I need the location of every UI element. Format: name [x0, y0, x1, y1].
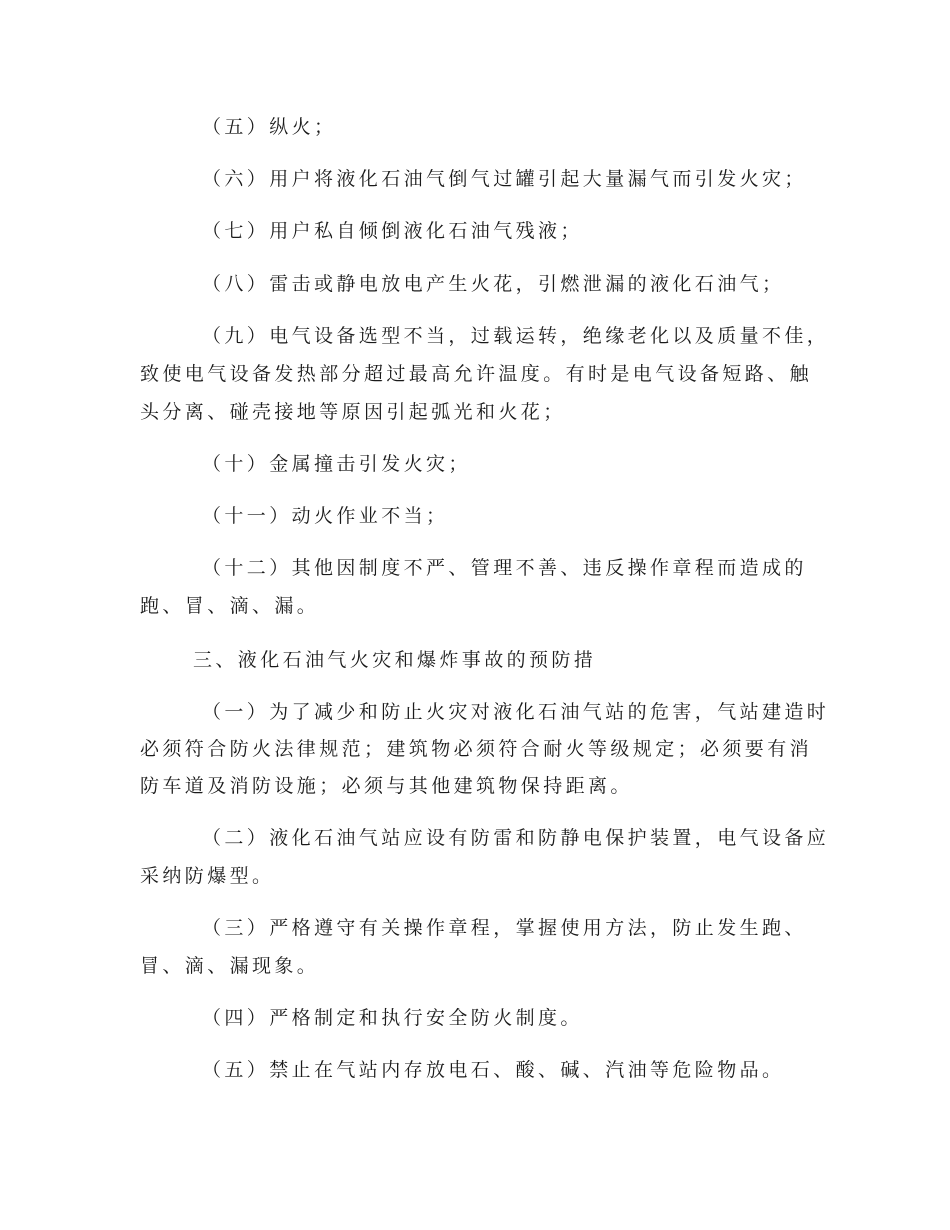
- list-item-10: （十）金属撞击引发火灾；: [202, 453, 471, 475]
- measure-3-line-2: 冒、滴、漏现象。: [140, 955, 320, 977]
- section-heading: 三、液化石油气火灾和爆炸事故的预防措: [193, 649, 597, 671]
- list-item-6: （六）用户将液化石油气倒气过罐引起大量漏气而引发火灾；: [202, 168, 807, 190]
- list-item-7: （七）用户私自倾倒液化石油气残液；: [202, 220, 583, 242]
- list-item-12-line-2: 跑、冒、滴、漏。: [140, 595, 320, 617]
- measure-4: （四）严格制定和执行安全防火制度。: [202, 1007, 583, 1029]
- list-item-9-line-3: 头分离、碰壳接地等原因引起弧光和火花；: [140, 401, 566, 423]
- measure-5: （五）禁止在气站内存放电石、酸、碱、汽油等危险物品。: [202, 1059, 785, 1081]
- measure-2-line-1: （二）液化石油气站应设有防雷和防静电保护装置，电气设备应: [202, 827, 830, 849]
- list-item-8: （八）雷击或静电放电产生火花，引燃泄漏的液化石油气；: [202, 273, 785, 295]
- list-item-12-line-1: （十二）其他因制度不严、管理不善、违反操作章程而造成的: [202, 557, 807, 579]
- list-item-11: （十一）动火作业不当；: [202, 505, 449, 527]
- measure-1-line-1: （一）为了减少和防止火灾对液化石油气站的危害，气站建造时: [202, 701, 830, 723]
- list-item-9-line-1: （九）电气设备选型不当，过载运转，绝缘老化以及质量不佳，: [202, 325, 830, 347]
- list-item-5: （五）纵火；: [202, 116, 337, 138]
- list-item-9-line-2: 致使电气设备发热部分超过最高允许温度。有时是电气设备短路、触: [140, 363, 813, 385]
- measure-1-line-2: 必须符合防火法律规范；建筑物必须符合耐火等级规定；必须要有消: [140, 738, 813, 760]
- measure-2-line-2: 采纳防爆型。: [140, 865, 275, 887]
- measure-3-line-1: （三）严格遵守有关操作章程，掌握使用方法，防止发生跑、: [202, 917, 807, 939]
- measure-1-line-3: 防车道及消防设施；必须与其他建筑物保持距离。: [140, 775, 633, 797]
